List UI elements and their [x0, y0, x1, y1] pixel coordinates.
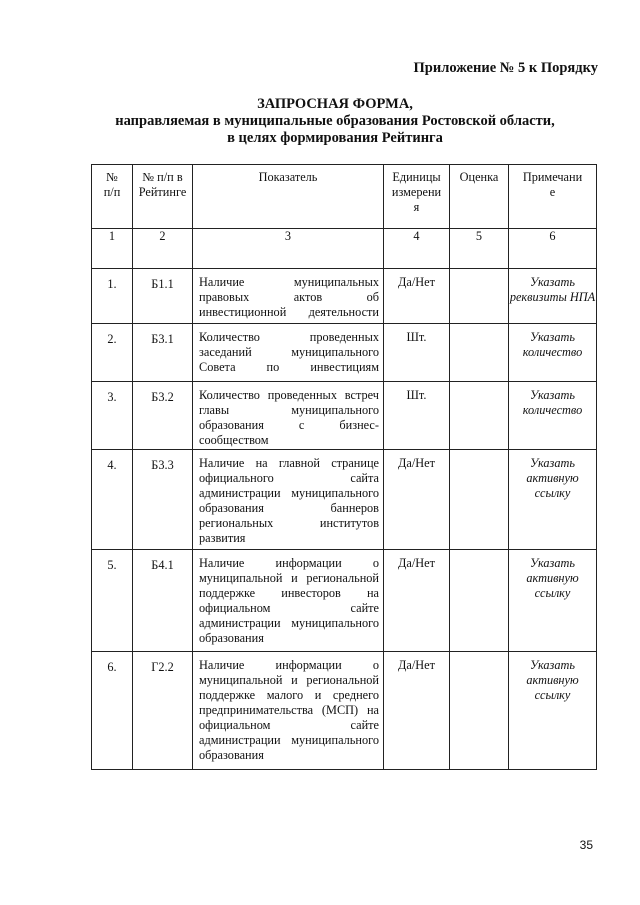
table-row: [92, 324, 597, 382]
indicator-text: Количество проведенных встреч главы муниципального образования с бизнес-сообществом: [193, 382, 384, 450]
note-cell: Указать реквизиты НПА: [509, 269, 597, 324]
rating-code: Б3.3: [133, 450, 193, 550]
form-title: [60, 96, 610, 147]
rating-code: Г2.2: [133, 652, 193, 770]
column-number: 1: [92, 229, 133, 269]
header-unit: Единицы измерени я: [384, 165, 450, 229]
note-cell: Указать количество: [509, 382, 597, 450]
header-row-number: № п/п: [92, 165, 133, 229]
header-rating-number: № п/п в Рейтинге: [133, 165, 193, 229]
unit-cell: Шт.: [384, 324, 450, 382]
indicator-text: Наличие муниципальных правовых актов об инвестиционной деятельности: [193, 269, 384, 324]
row-number: 5.: [92, 550, 133, 652]
appendix-heading: Приложение № 5 к Порядку: [413, 60, 598, 76]
score-cell: [450, 550, 509, 652]
header-indicator: Показатель: [193, 165, 384, 229]
form-title-line-1: ЗАПРОСНАЯ ФОРМА,: [257, 96, 413, 112]
note-cell: Указать активную ссылку: [509, 450, 597, 550]
page-number: 35: [579, 838, 593, 852]
table-header-row: [92, 165, 597, 229]
column-number-row: [92, 229, 597, 269]
unit-cell: Да/Нет: [384, 550, 450, 652]
score-cell: [450, 450, 509, 550]
rating-code: Б3.2: [133, 382, 193, 450]
score-cell: [450, 382, 509, 450]
column-number: 6: [509, 229, 597, 269]
row-number: 3.: [92, 382, 133, 450]
header-note: Примечани е: [509, 165, 597, 229]
form-title-line-2: направляемая в муниципальные образования Ростовской области,: [115, 113, 555, 129]
score-cell: [450, 269, 509, 324]
rating-code: Б3.1: [133, 324, 193, 382]
note-cell: Указать активную ссылку: [509, 550, 597, 652]
row-number: 1.: [92, 269, 133, 324]
column-number: 4: [384, 229, 450, 269]
row-number: 2.: [92, 324, 133, 382]
unit-cell: Да/Нет: [384, 269, 450, 324]
column-number: 3: [193, 229, 384, 269]
table-row: [92, 382, 597, 450]
form-title-line-3: в целях формирования Рейтинга: [227, 130, 443, 146]
table-row: [92, 652, 597, 770]
column-number: 5: [450, 229, 509, 269]
note-cell: Указать активную ссылку: [509, 652, 597, 770]
rating-code: Б4.1: [133, 550, 193, 652]
indicator-text: Количество проведенных заседаний муниципального Совета по инвестициям: [193, 324, 384, 382]
row-number: 4.: [92, 450, 133, 550]
indicator-text: Наличие информации о муниципальной и региональной поддержке малого и среднего предпринимательства (МСП) на официальном сайте администрации муниципального образования: [193, 652, 384, 770]
indicator-text: Наличие на главной странице официального сайта администрации муниципального образования баннеров региональных институтов развития: [193, 450, 384, 550]
column-number: 2: [133, 229, 193, 269]
table-row: [92, 450, 597, 550]
note-cell: Указать количество: [509, 324, 597, 382]
rating-code: Б1.1: [133, 269, 193, 324]
score-cell: [450, 324, 509, 382]
table-row: [92, 550, 597, 652]
table-row: [92, 269, 597, 324]
unit-cell: Шт.: [384, 382, 450, 450]
unit-cell: Да/Нет: [384, 652, 450, 770]
row-number: 6.: [92, 652, 133, 770]
unit-cell: Да/Нет: [384, 450, 450, 550]
request-form-table: [91, 164, 597, 770]
header-score: Оценка: [450, 165, 509, 229]
indicator-text: Наличие информации о муниципальной и региональной поддержке инвесторов на официальном сайте администрации муниципального образования: [193, 550, 384, 652]
score-cell: [450, 652, 509, 770]
